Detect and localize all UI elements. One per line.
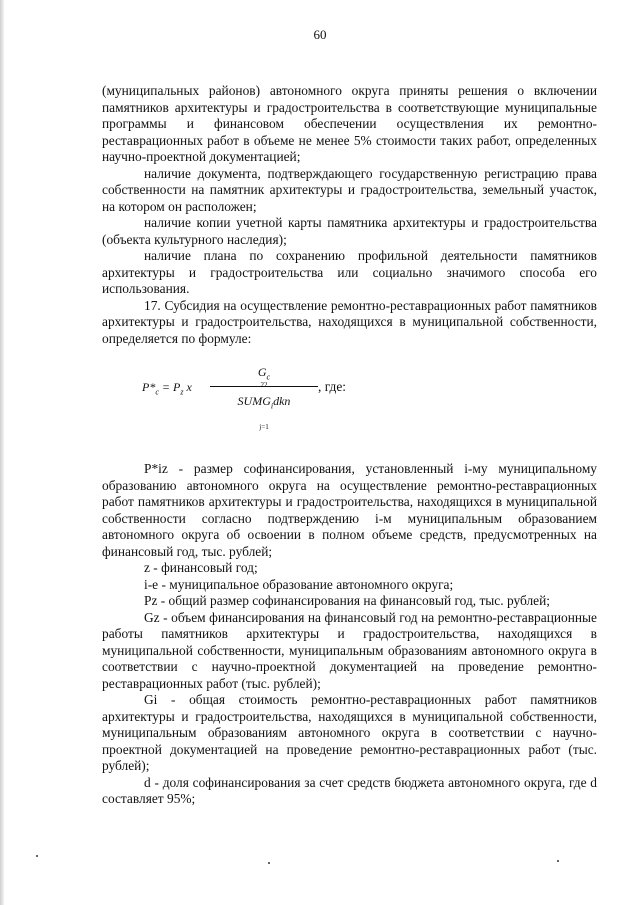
- paragraph-registry-card: наличие копии учетной карты памятника архитектуры и градостроительства (объекта культурного наследия);: [102, 215, 597, 247]
- formula-sum-index: j=1: [259, 423, 269, 432]
- scan-speck: [36, 855, 38, 857]
- definition-pz: Pz - общий размер софинансирования на финансовый год, тыс. рублей;: [144, 593, 550, 608]
- subsidy-formula: [102, 365, 597, 439]
- page-number: 60: [313, 27, 327, 42]
- definition-gi: Gi - общая стоимость ремонтно-реставрационных работ памятников архитектуры и градостроительства, находящихся в муниципальной собственности, муниципальным образованиям автономного округа в соответствии с научно-проектной документацией на проведение ремонтно-реставрационных работ (тыс. рублей);: [102, 692, 597, 773]
- definition-d: d - доля софинансирования за счет средств бюджета автономного округа, где d составляет 95%;: [102, 774, 597, 806]
- formula-numerator: $G_c$: [257, 365, 271, 382]
- formula-fraction: [210, 365, 318, 436]
- paragraph-clause-17: 17. Субсидия на осуществление ремонтно-реставрационных работ памятников архитектуры и градостроительства, находящихся в муниципальной собственности, определяется по формуле:: [102, 297, 597, 346]
- scan-edge: [0, 0, 4, 905]
- formula-suffix: , где:: [318, 379, 346, 394]
- formula-lhs: $P*_c = P_z$ x: [142, 380, 192, 397]
- paragraph-preservation-plan: наличие плана по сохранению профильной деятельности памятников архитектуры и градостроительства или социально значимого способа его использования.: [102, 248, 597, 296]
- definition-gz: Gz - объем финансирования на финансовый год на ремонтно-реставрационные работы памятников архитектуры и градостроительства, находящихся в муниципальной собственности, муниципальным образованиям автономного округа в соответствии с научно-проектной документацией на проведение ремонтно-реставрационных работ (тыс. рублей);: [102, 609, 597, 691]
- paragraph-continuation: (муниципальных районов) автономного округа приняты решения о включении памятников архитектуры и градостроительства в соответствующие муниципальные программы и финансовом обеспечении осуществления их ремонтно-реставрационных работ в объеме не менее 5% стоимости таких работ, определенных научно-проектной документацией;: [102, 83, 597, 164]
- definition-i: i-е - муниципальное образование автономного округа;: [144, 576, 454, 592]
- formula-denominator: $SUMG_idkn$: [237, 394, 291, 411]
- scan-speck: [557, 860, 559, 862]
- scan-speck: [268, 862, 270, 864]
- definition-z: z - финансовый год;: [144, 560, 258, 575]
- definition-p-iz: P*iz - размер софинансирования, установленный i-му муниципальному образованию автономного округа на осуществление ремонтно-реставрационных работ памятников архитектуры и градостроительства, находящихся в муниципальной собственности согласно подтверждению i-м муниципальным образованием автономного округа об освоении в полном объеме средств, предусмотренных на финансовый год, тыс. рублей;: [102, 461, 597, 559]
- fraction-bar: 22: [210, 386, 318, 387]
- document-body: [102, 83, 597, 808]
- paragraph-registration: наличие документа, подтверждающего государственную регистрацию права собственности на памятник архитектуры и градостроительства, земельный участок, на котором он расположен;: [102, 165, 597, 214]
